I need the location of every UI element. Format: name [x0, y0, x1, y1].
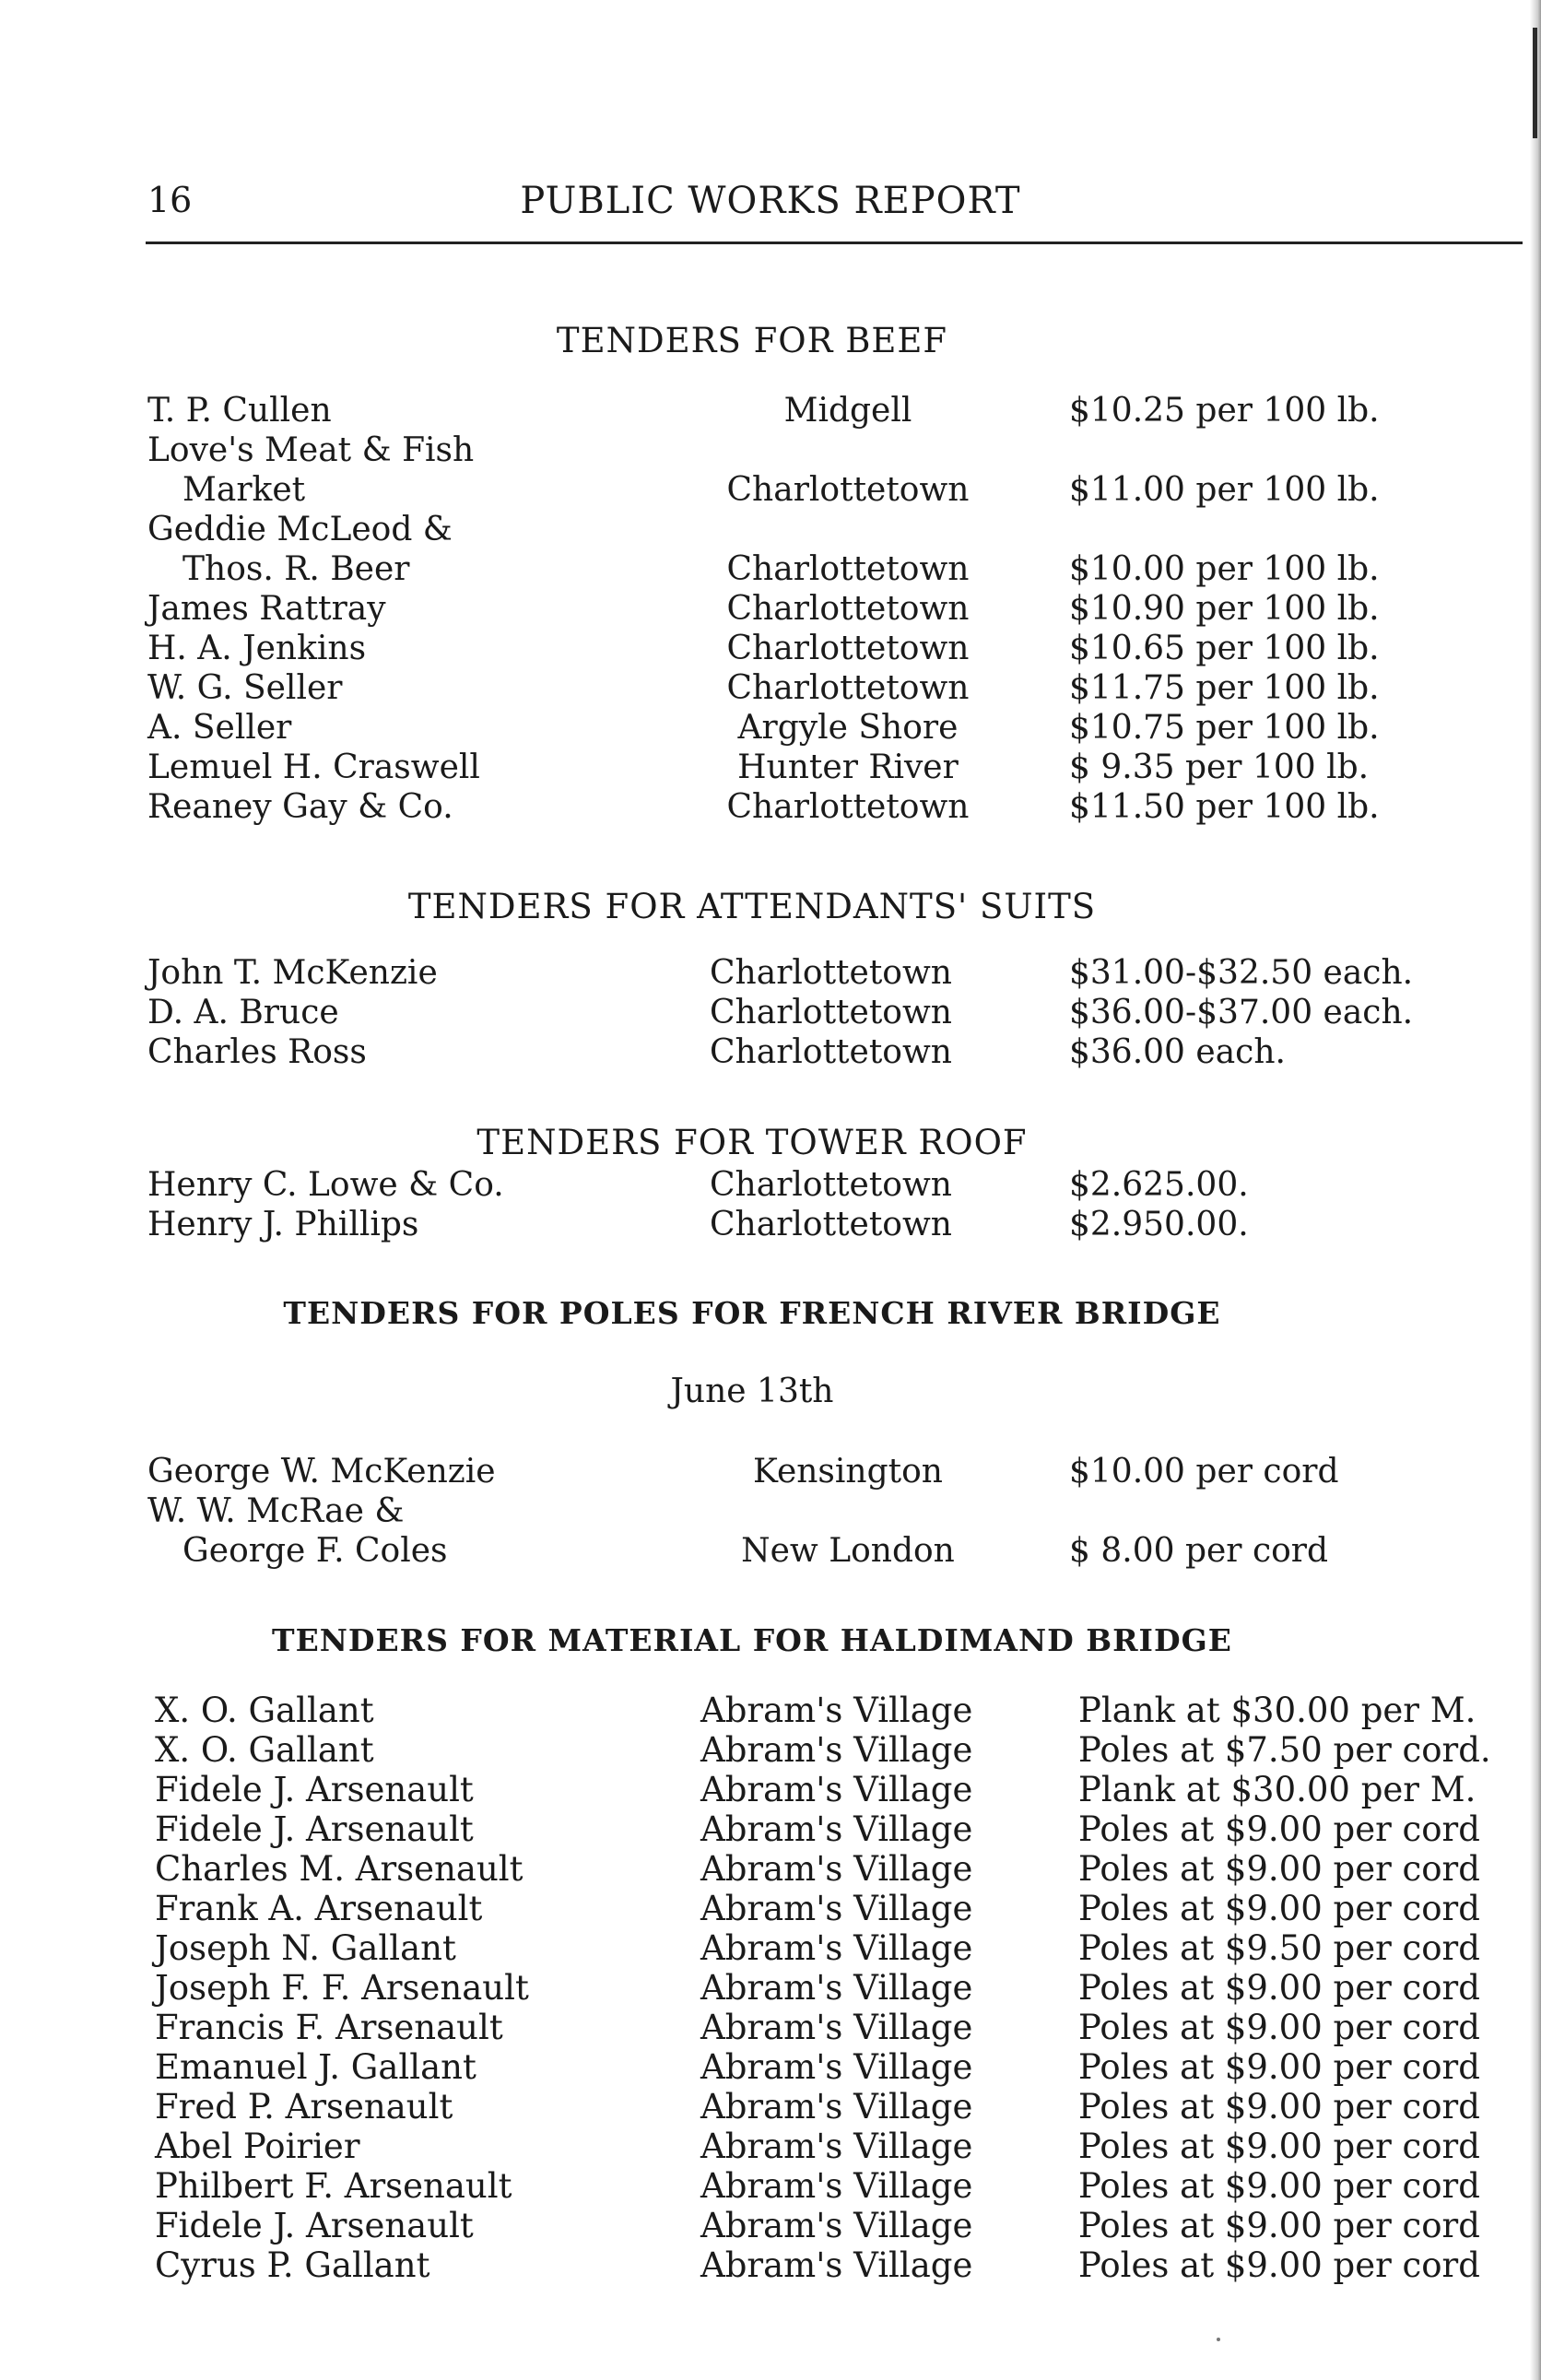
tenderer-name: Henry C. Lowe & Co.	[147, 1166, 504, 1204]
tenderer-name: Fidele J. Arsenault	[155, 1770, 474, 1809]
tender-price: $10.25 per 100 lb.	[1069, 392, 1380, 430]
tender-place: Charlottetown	[710, 1033, 952, 1071]
tender-list	[0, 1691, 1541, 2285]
tender-price: Plank at $30.00 per M.	[1078, 1691, 1476, 1730]
section-attendants-suits	[0, 887, 1541, 1072]
tender-row	[0, 1730, 1541, 1770]
tender-row	[0, 1032, 1541, 1072]
tender-row	[0, 2008, 1541, 2047]
tender-place: Midgell	[783, 392, 912, 430]
section-title: TENDERS FOR POLES FOR FRENCH RIVER BRIDGE	[283, 1295, 1221, 1331]
tenderer-name: Fidele J. Arsenault	[155, 1809, 474, 1849]
tenderer-name: X. O. Gallant	[155, 1691, 374, 1730]
tender-place: Abram's Village	[700, 2166, 973, 2206]
section-title: TENDERS FOR TOWER ROOF	[476, 1123, 1028, 1162]
tender-price: Poles at $9.00 per cord	[1078, 2008, 1480, 2047]
tender-place: Hunter River	[737, 748, 959, 786]
tender-price: Poles at $9.00 per cord	[1078, 1889, 1480, 1928]
running-title: PUBLIC WORKS REPORT	[520, 180, 1021, 222]
section-date: June 13th	[670, 1373, 834, 1410]
tender-place: Abram's Village	[700, 1968, 973, 2008]
tender-row	[0, 629, 1541, 668]
tender-place: Abram's Village	[700, 2087, 973, 2127]
section-title: TENDERS FOR ATTENDANTS' SUITS	[407, 887, 1097, 926]
tenderer-name: Thos. R. Beer	[182, 550, 410, 588]
tenderer-name: Geddie McLeod &	[147, 511, 453, 548]
tender-place: Charlottetown	[726, 669, 970, 707]
tender-price: $11.00 per 100 lb.	[1069, 471, 1380, 509]
tenderer-name: Frank A. Arsenault	[155, 1889, 483, 1928]
page-number: 16	[147, 180, 193, 220]
section-tower-roof	[0, 1123, 1541, 1244]
tender-place: Charlottetown	[726, 590, 970, 628]
tender-price: $2.950.00.	[1069, 1206, 1249, 1243]
section-poles-french-river	[0, 1295, 1541, 1571]
tender-price: Poles at $9.00 per cord	[1078, 2127, 1480, 2166]
page-header	[0, 180, 1541, 235]
tender-price: $2.625.00.	[1069, 1166, 1249, 1204]
tender-row	[0, 1691, 1541, 1730]
tenderer-name: Cyrus P. Gallant	[155, 2245, 430, 2285]
tenderer-name: Francis F. Arsenault	[155, 2008, 503, 2047]
tender-place: Charlottetown	[710, 1166, 952, 1204]
tender-price: Poles at $9.00 per cord	[1078, 1809, 1480, 1849]
tender-row	[0, 391, 1541, 430]
tender-place: Abram's Village	[700, 1730, 973, 1770]
tenderer-name: Joseph F. F. Arsenault	[155, 1968, 529, 2008]
section-title: TENDERS FOR MATERIAL FOR HALDIMAND BRIDGE	[272, 1622, 1232, 1658]
tender-row	[0, 589, 1541, 629]
tenderer-name: Charles M. Arsenault	[155, 1849, 523, 1889]
tender-price: $10.65 per 100 lb.	[1069, 630, 1380, 667]
tender-price: Poles at $9.00 per cord	[1078, 2087, 1480, 2127]
tender-row	[0, 2127, 1541, 2166]
tender-price: Poles at $9.00 per cord	[1078, 2047, 1480, 2087]
tender-place: Abram's Village	[700, 1928, 973, 1968]
tender-price: Poles at $9.50 per cord	[1078, 1928, 1480, 1968]
tender-price: Poles at $7.50 per cord.	[1078, 1730, 1491, 1770]
tender-place: Abram's Village	[700, 1809, 973, 1849]
print-speck	[1217, 2338, 1220, 2341]
tender-row	[0, 549, 1541, 589]
tender-place: Charlottetown	[726, 788, 970, 826]
tender-price: Poles at $9.00 per cord	[1078, 2206, 1480, 2245]
section-beef	[0, 321, 1541, 827]
tender-row	[0, 1531, 1541, 1571]
tenderer-name: Emanuel J. Gallant	[155, 2047, 476, 2087]
tender-place: Abram's Village	[700, 2206, 973, 2245]
tender-place: Charlottetown	[710, 954, 952, 992]
tender-row	[0, 1928, 1541, 1968]
tender-place: Charlottetown	[726, 550, 970, 588]
tenderer-name: George W. McKenzie	[147, 1453, 496, 1490]
section-title: TENDERS FOR BEEF	[556, 321, 948, 360]
tenderer-name: Lemuel H. Craswell	[147, 748, 480, 786]
tender-price: Poles at $9.00 per cord	[1078, 1968, 1480, 2008]
tenderer-name: Philbert F. Arsenault	[155, 2166, 512, 2206]
tender-row	[0, 708, 1541, 748]
tender-row	[0, 1452, 1541, 1491]
tender-row	[0, 430, 1541, 470]
tenderer-name: Abel Poirier	[155, 2127, 360, 2166]
tender-row	[0, 1849, 1541, 1889]
tenderer-name: W. G. Seller	[147, 669, 343, 707]
tenderer-name: Joseph N. Gallant	[155, 1928, 456, 1968]
tender-price: $10.90 per 100 lb.	[1069, 590, 1380, 628]
tender-row	[0, 668, 1541, 708]
tender-place: Argyle Shore	[737, 709, 959, 747]
tenderer-name: Henry J. Phillips	[147, 1206, 419, 1243]
tender-price: $10.00 per 100 lb.	[1069, 550, 1380, 588]
header-rule	[146, 242, 1523, 244]
tender-row	[0, 2245, 1541, 2285]
tender-price: $36.00 each.	[1069, 1033, 1286, 1071]
tender-row	[0, 2047, 1541, 2087]
tenderer-name: James Rattray	[147, 590, 386, 628]
tenderer-name: John T. McKenzie	[147, 954, 438, 992]
tenderer-name: George F. Coles	[182, 1532, 448, 1570]
tender-place: Abram's Village	[700, 1849, 973, 1889]
tenderer-name: Fred P. Arsenault	[155, 2087, 453, 2127]
tender-place: Charlottetown	[726, 471, 970, 509]
tender-row	[0, 1165, 1541, 1205]
tender-price: Poles at $9.00 per cord	[1078, 2166, 1480, 2206]
tenderer-name: W. W. McRae &	[147, 1492, 405, 1530]
tender-price: $ 8.00 per cord	[1069, 1532, 1329, 1570]
tender-row	[0, 787, 1541, 827]
tender-place: Abram's Village	[700, 1770, 973, 1809]
tender-row	[0, 1809, 1541, 1849]
tender-row	[0, 1770, 1541, 1809]
tenderer-name: H. A. Jenkins	[147, 630, 367, 667]
tender-row	[0, 2087, 1541, 2127]
tender-row	[0, 1205, 1541, 1244]
tender-list	[0, 953, 1541, 1072]
tender-row	[0, 1491, 1541, 1531]
tender-place: Abram's Village	[700, 1691, 973, 1730]
tender-price: $10.75 per 100 lb.	[1069, 709, 1380, 747]
tender-price: $36.00-$37.00 each.	[1069, 994, 1414, 1031]
tender-price: $11.50 per 100 lb.	[1069, 788, 1380, 826]
tender-row	[0, 2206, 1541, 2245]
tender-place: Abram's Village	[700, 2047, 973, 2087]
tender-price: Poles at $9.00 per cord	[1078, 1849, 1480, 1889]
tender-row	[0, 2166, 1541, 2206]
tender-row	[0, 993, 1541, 1032]
tender-row	[0, 1889, 1541, 1928]
tender-place: Abram's Village	[700, 2245, 973, 2285]
tender-row	[0, 510, 1541, 549]
tender-row	[0, 1968, 1541, 2008]
tender-price: $31.00-$32.50 each.	[1069, 954, 1414, 992]
tenderer-name: A. Seller	[147, 709, 292, 747]
tenderer-name: X. O. Gallant	[155, 1730, 374, 1770]
tender-row	[0, 748, 1541, 787]
tender-place: Charlottetown	[710, 994, 952, 1031]
tender-price: $ 9.35 per 100 lb.	[1069, 748, 1370, 786]
tenderer-name: Reaney Gay & Co.	[147, 788, 453, 826]
tender-price: Poles at $9.00 per cord	[1078, 2245, 1480, 2285]
tender-place: Abram's Village	[700, 2008, 973, 2047]
tenderer-name: Charles Ross	[147, 1033, 367, 1071]
tender-place: Charlottetown	[726, 630, 970, 667]
tender-place: Charlottetown	[710, 1206, 952, 1243]
page-edge-mark	[1533, 28, 1537, 138]
tenderer-name: Market	[182, 471, 306, 509]
tender-price: $11.75 per 100 lb.	[1069, 669, 1380, 707]
tender-row	[0, 470, 1541, 510]
tenderer-name: D. A. Bruce	[147, 994, 339, 1031]
tender-price: $10.00 per cord	[1069, 1453, 1339, 1490]
tender-list	[0, 391, 1541, 827]
tender-list	[0, 1165, 1541, 1244]
tender-row	[0, 953, 1541, 993]
tender-place: Abram's Village	[700, 1889, 973, 1928]
tender-place: Kensington	[753, 1453, 943, 1490]
section-haldimand-bridge	[0, 1622, 1541, 2285]
tender-list	[0, 1452, 1541, 1571]
tenderer-name: T. P. Cullen	[147, 392, 332, 430]
tender-place: Abram's Village	[700, 2127, 973, 2166]
tenderer-name: Fidele J. Arsenault	[155, 2206, 474, 2245]
tender-price: Plank at $30.00 per M.	[1078, 1770, 1476, 1809]
tender-place: New London	[741, 1532, 955, 1570]
tenderer-name: Love's Meat & Fish	[147, 431, 475, 469]
